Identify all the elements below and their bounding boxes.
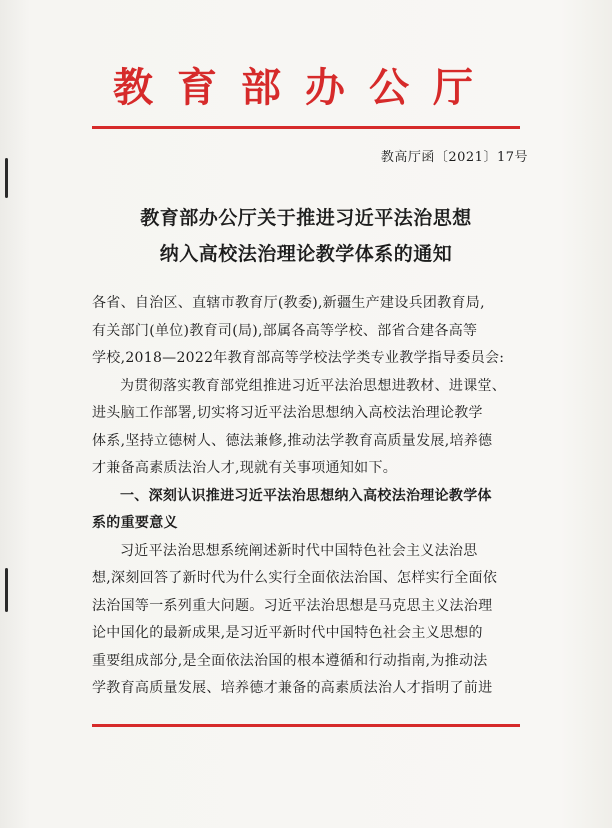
addressee-line: 学校,2018—2022年教育部高等学校法学类专业教学指导委员会: [92, 350, 505, 366]
title-line: 纳入高校法治理论教学体系的通知 [159, 243, 453, 265]
binding-mark [5, 158, 8, 198]
section-heading: 一、深刻认识推进习近平法治思想纳入高校法治理论教学体 [120, 487, 492, 504]
section-heading: 系的重要意义 [92, 515, 178, 531]
section-paragraph-line: 学教育高质量发展、培养德才兼备的高素质法治人才指明了前进 [92, 680, 493, 696]
section-paragraph-line: 想,深刻回答了新时代为什么实行全面依法治国、怎样实行全面依 [92, 570, 498, 586]
footer-red-rule [92, 724, 520, 727]
document-body [92, 290, 522, 703]
issuing-org-header: 教育部办公厅 [113, 64, 497, 111]
intro-paragraph-line: 体系,坚持立德树人、德法兼修,推动法学教育高质量发展,培养德 [92, 432, 493, 449]
binding-mark [5, 568, 8, 612]
document-title [92, 200, 520, 272]
section-paragraph-line: 重要组成部分,是全面依法治国的根本遵循和行动指南,为推动法 [92, 652, 488, 669]
document-number: 教高厅函〔2021〕17号 [380, 150, 528, 165]
intro-paragraph-line: 为贯彻落实教育部党组推进习近平法治思想进教材、进课堂、 [120, 377, 507, 394]
section-paragraph-line: 习近平法治思想系统阐述新时代中国特色社会主义法治思 [120, 542, 478, 559]
addressee-line: 有关部门(单位)教育司(局),部属各高等学校、部省合建各高等 [92, 322, 478, 339]
title-line: 教育部办公厅关于推进习近平法治思想 [140, 207, 472, 229]
addressee-line: 各省、自治区、直辖市教育厅(教委),新疆生产建设兵团教育局, [92, 295, 485, 311]
intro-paragraph-line: 进头脑工作部署,切实将习近平法治思想纳入高校法治理论教学 [92, 405, 483, 421]
section-paragraph-line: 法治国等一系列重大问题。习近平法治思想是马克思主义法治理 [92, 597, 493, 614]
section-paragraph-line: 论中国化的最新成果,是习近平新时代中国特色社会主义思想的 [92, 625, 483, 641]
intro-paragraph-line: 才兼备高素质法治人才,现就有关事项通知如下。 [92, 460, 398, 476]
header-red-rule [92, 126, 520, 129]
